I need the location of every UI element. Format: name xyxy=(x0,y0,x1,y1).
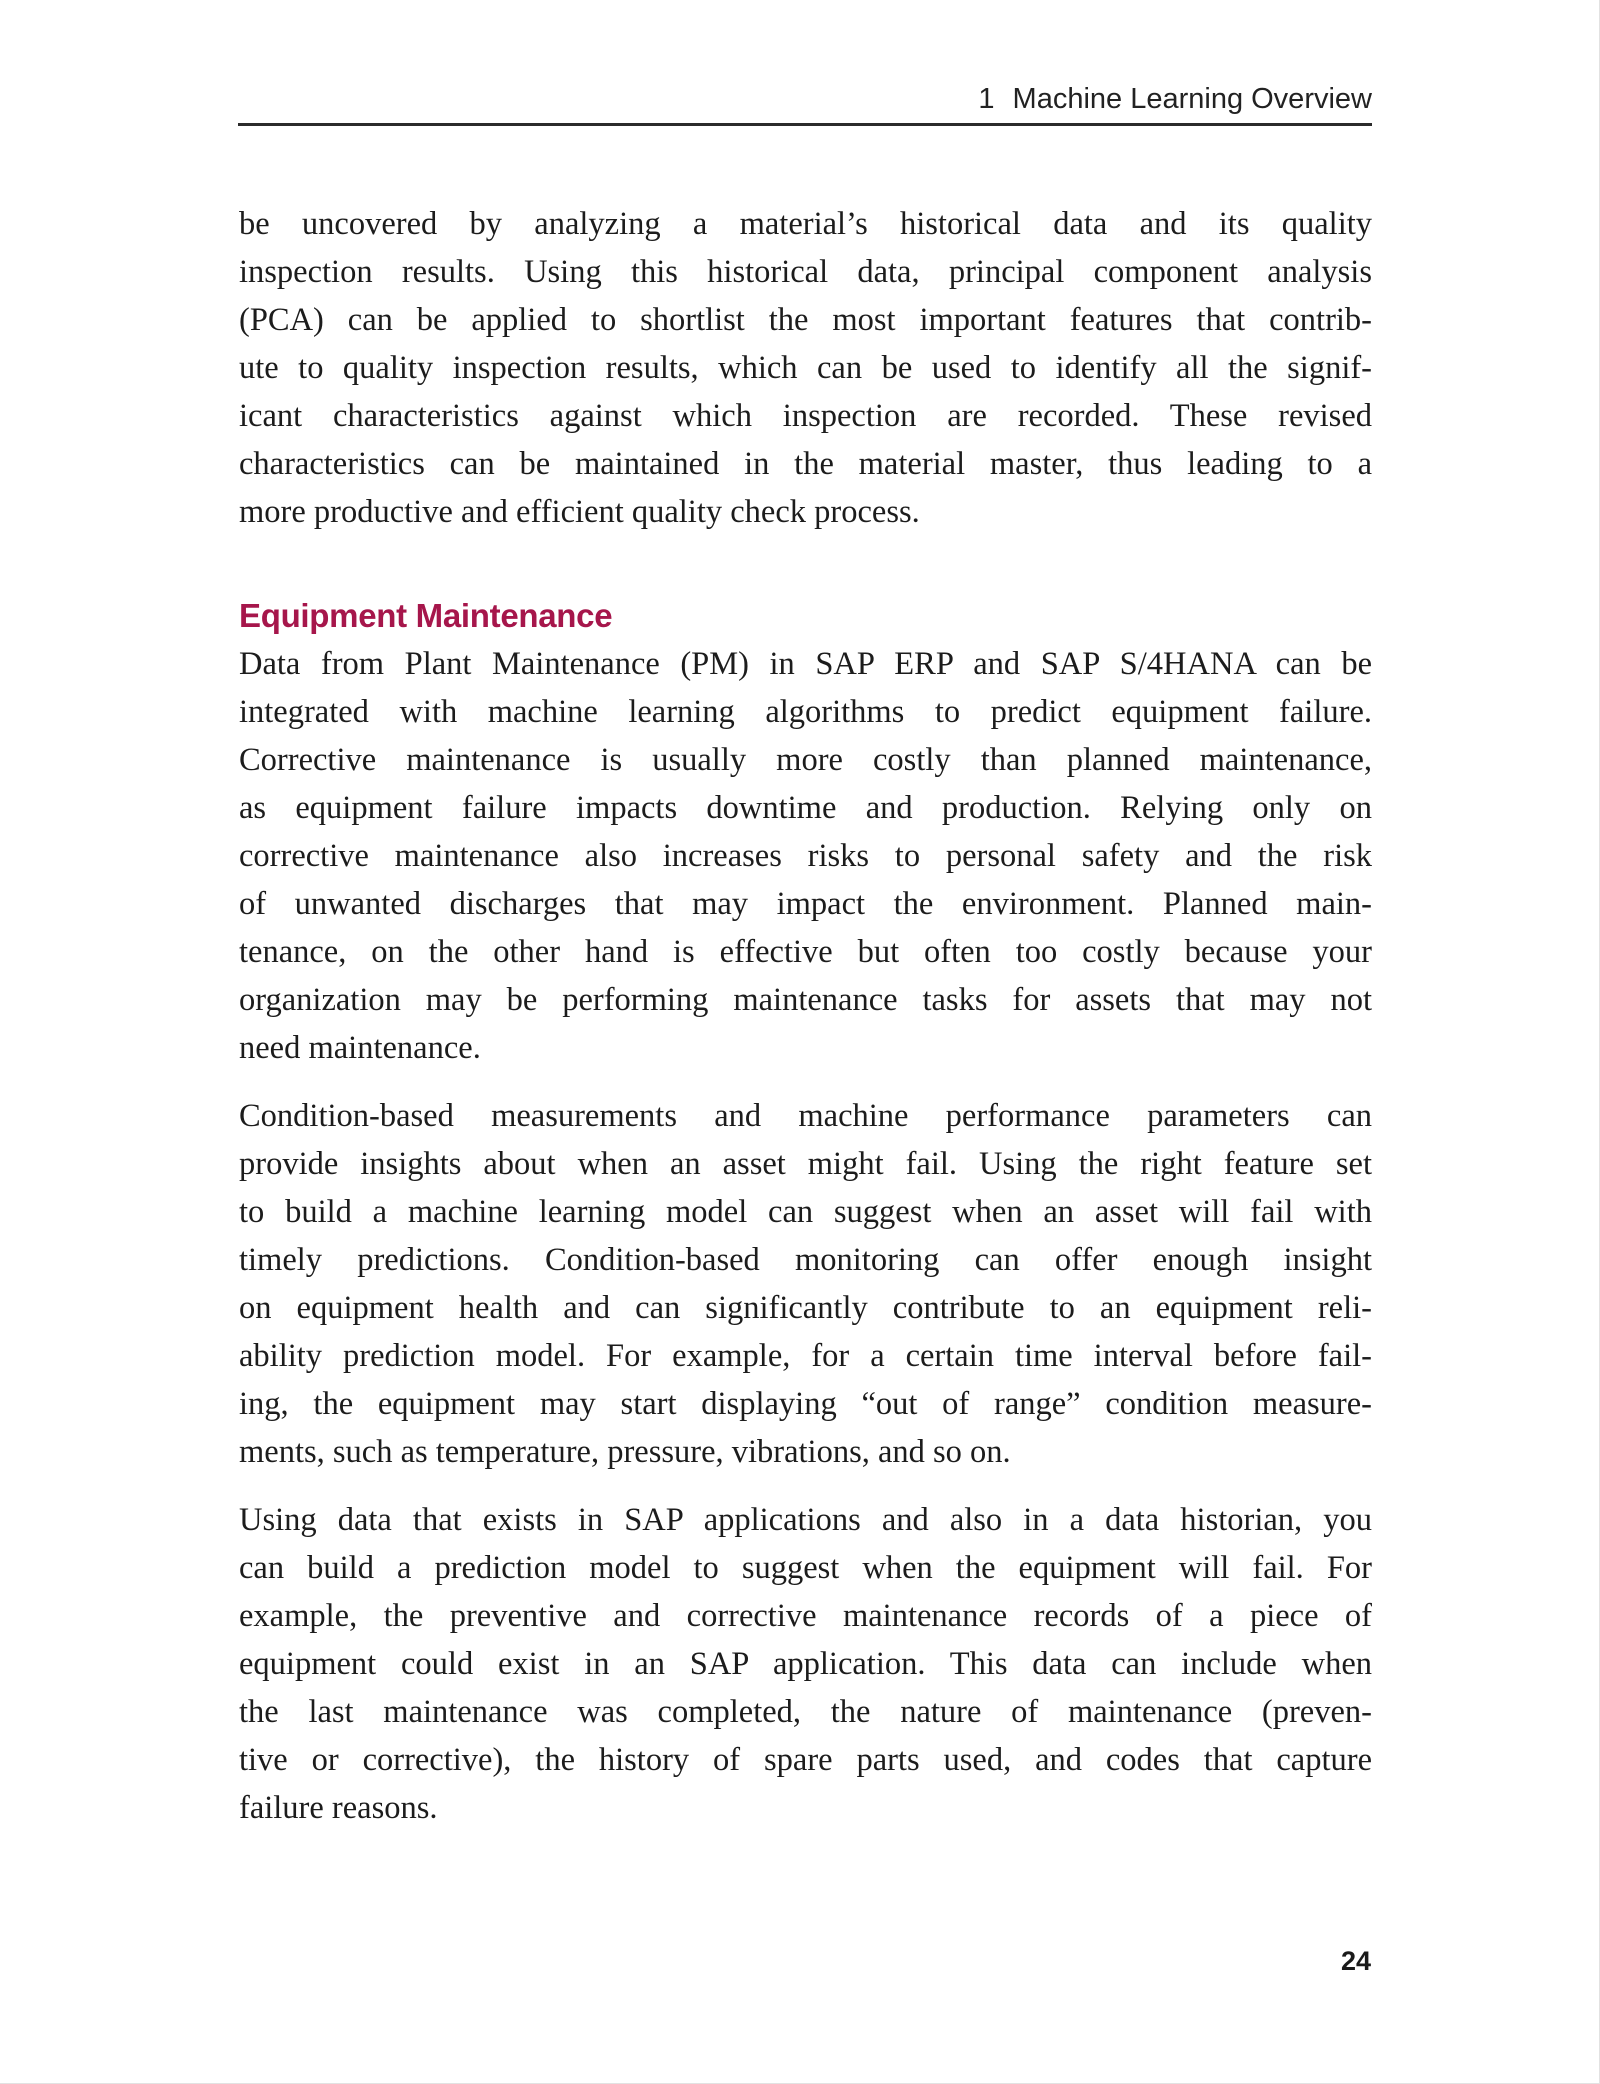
text-line: ing, the equipment may start displaying “out of range” condition measure- xyxy=(239,1386,1372,1422)
text-line: inspection results. Using this historical data, principal component analysis xyxy=(239,254,1372,290)
text-line: ments, such as temperature, pressure, vibrations, and so on. xyxy=(239,1434,1011,1470)
text-line: example, the preventive and corrective maintenance records of a piece of xyxy=(239,1598,1372,1634)
text-line: can build a prediction model to suggest when the equipment will fail. For xyxy=(239,1550,1372,1586)
text-line: Data from Plant Maintenance (PM) in SAP ERP and SAP S/4HANA can be xyxy=(239,646,1372,682)
section-heading: Equipment Maintenance xyxy=(239,597,613,634)
text-line: tive or corrective), the history of spare parts used, and codes that capture xyxy=(239,1742,1372,1778)
text-line: on equipment health and can significantly contribute to an equipment reli- xyxy=(239,1290,1372,1326)
text-line: corrective maintenance also increases risks to personal safety and the risk xyxy=(239,838,1372,874)
text-line: integrated with machine learning algorithms to predict equipment failure. xyxy=(239,694,1372,730)
chapter-number: 1 xyxy=(978,83,995,115)
text-line: of unwanted discharges that may impact the environment. Planned main- xyxy=(239,886,1372,922)
text-line: more productive and efficient quality check process. xyxy=(239,494,920,530)
text-line: organization may be performing maintenance tasks for assets that may not xyxy=(239,982,1372,1018)
text-line: ability prediction model. For example, for a certain time interval before fail- xyxy=(239,1338,1372,1374)
text-line: Condition-based measurements and machine performance parameters can xyxy=(239,1098,1372,1134)
text-line: be uncovered by analyzing a material’s historical data and its quality xyxy=(239,206,1372,242)
text-line: the last maintenance was completed, the nature of maintenance (preven- xyxy=(239,1694,1372,1730)
text-line: Using data that exists in SAP applications and also in a data historian, you xyxy=(239,1502,1372,1538)
text-line: icant characteristics against which inspection are recorded. These revised xyxy=(239,398,1372,434)
section-paragraph-1 xyxy=(239,640,1372,1072)
section-paragraph-2 xyxy=(239,1092,1372,1476)
text-line: as equipment failure impacts downtime and production. Relying only on xyxy=(239,790,1372,826)
text-line: ute to quality inspection results, which can be used to identify all the signif- xyxy=(239,350,1372,386)
page-body xyxy=(239,200,1372,1832)
text-line: failure reasons. xyxy=(239,1790,438,1826)
text-line: to build a machine learning model can suggest when an asset will fail with xyxy=(239,1194,1372,1230)
text-line: characteristics can be maintained in the material master, thus leading to a xyxy=(239,446,1372,482)
text-line: timely predictions. Condition-based monitoring can offer enough insight xyxy=(239,1242,1372,1278)
text-line: equipment could exist in an SAP application. This data can include when xyxy=(239,1646,1372,1682)
text-line: (PCA) can be applied to shortlist the most important features that contrib- xyxy=(239,302,1372,338)
section-paragraph-3 xyxy=(239,1496,1372,1832)
running-header xyxy=(238,76,1372,126)
text-line: Corrective maintenance is usually more costly than planned maintenance, xyxy=(239,742,1372,778)
intro-paragraph xyxy=(239,200,1372,536)
chapter-title: Machine Learning Overview xyxy=(1012,83,1372,115)
text-line: need maintenance. xyxy=(239,1030,481,1066)
text-line: tenance, on the other hand is effective but often too costly because your xyxy=(239,934,1372,970)
text-line: provide insights about when an asset might fail. Using the right feature set xyxy=(239,1146,1372,1182)
page-number: 24 xyxy=(1340,1946,1371,1976)
